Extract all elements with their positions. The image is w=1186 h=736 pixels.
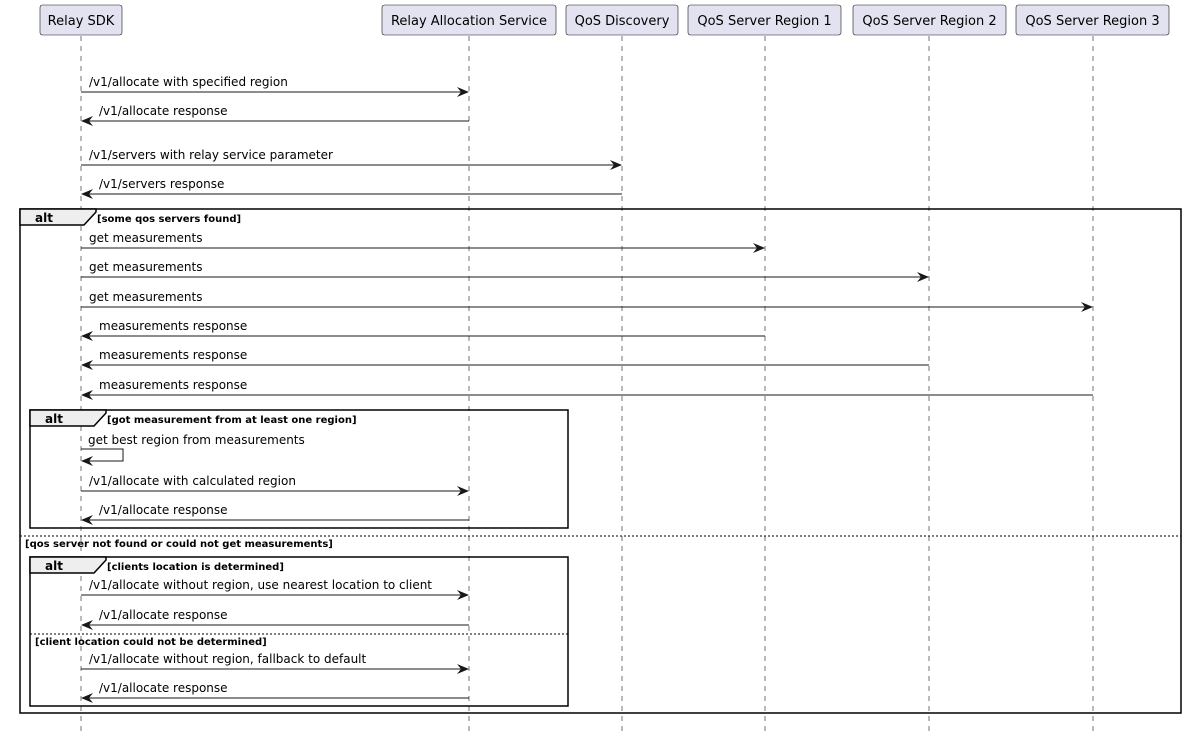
participant-sdk[interactable] [40,5,122,35]
else-guard: [qos server not found or could not get measurements] [25,539,333,550]
else-guard: [client location could not be determined] [35,637,267,648]
fragment-keyword: alt [45,559,63,573]
participant-ras[interactable] [382,5,556,35]
message-arrow[interactable] [82,608,469,625]
fragment-tab [20,209,96,225]
message-arrow[interactable] [81,433,305,461]
message-label: /v1/allocate without region, use nearest location to client [89,578,433,592]
fragment-tab [30,410,106,426]
participant-label: QoS Server Region 3 [1025,14,1160,29]
participant-r3[interactable] [1016,5,1169,35]
message-label: /v1/servers with relay service parameter [89,148,333,162]
message-arrow[interactable] [81,231,764,248]
fragment-guard: [some qos servers found] [97,214,242,225]
participant-qd[interactable] [566,5,678,35]
message-arrow[interactable] [81,652,468,669]
message-arrow[interactable] [82,681,469,698]
message-arrow[interactable] [82,378,1093,395]
messages [81,75,1093,698]
message-label: /v1/allocate response [99,503,228,517]
message-label: /v1/servers response [99,177,225,191]
fragment-keyword: alt [45,412,63,426]
fragment-keyword: alt [35,211,53,225]
message-label: measurements response [99,348,248,362]
message-label: /v1/allocate with calculated region [89,474,296,488]
participants [40,5,1169,35]
message-arrow[interactable] [81,474,468,491]
message-label: get measurements [89,231,203,245]
message-label: /v1/allocate without region, fallback to default [89,652,367,666]
participant-label: Relay Allocation Service [390,14,548,29]
message-arrow[interactable] [82,503,469,520]
message-arrow[interactable] [82,104,469,121]
message-arrow[interactable] [81,578,468,595]
fragment-tab [30,557,106,573]
message-label: get best region from measurements [88,433,305,447]
message-arrow[interactable] [82,319,765,336]
fragment-guard: [got measurement from at least one region] [107,415,357,426]
fragments [20,209,1181,713]
message-label: get measurements [89,260,203,274]
message-label: measurements response [99,378,248,392]
participant-label: Relay SDK [47,14,115,29]
participant-label: QoS Server Region 1 [697,14,832,29]
message-arrow[interactable] [82,177,622,194]
message-label: /v1/allocate response [99,608,228,622]
participant-r2[interactable] [853,5,1006,35]
participant-r1[interactable] [688,5,841,35]
message-label: /v1/allocate response [99,104,228,118]
message-arrow[interactable] [82,348,929,365]
message-arrow[interactable] [81,290,1092,307]
message-label: /v1/allocate response [99,681,228,695]
participant-label: QoS Discovery [574,14,670,29]
message-arrow[interactable] [81,260,928,277]
message-arrow[interactable] [81,148,621,165]
message-label: measurements response [99,319,248,333]
fragment-guard: [clients location is determined] [107,562,284,573]
self-message-line [81,449,123,461]
participant-label: QoS Server Region 2 [862,14,997,29]
message-label: /v1/allocate with specified region [89,75,288,89]
message-label: get measurements [89,290,203,304]
message-arrow[interactable] [81,75,468,92]
